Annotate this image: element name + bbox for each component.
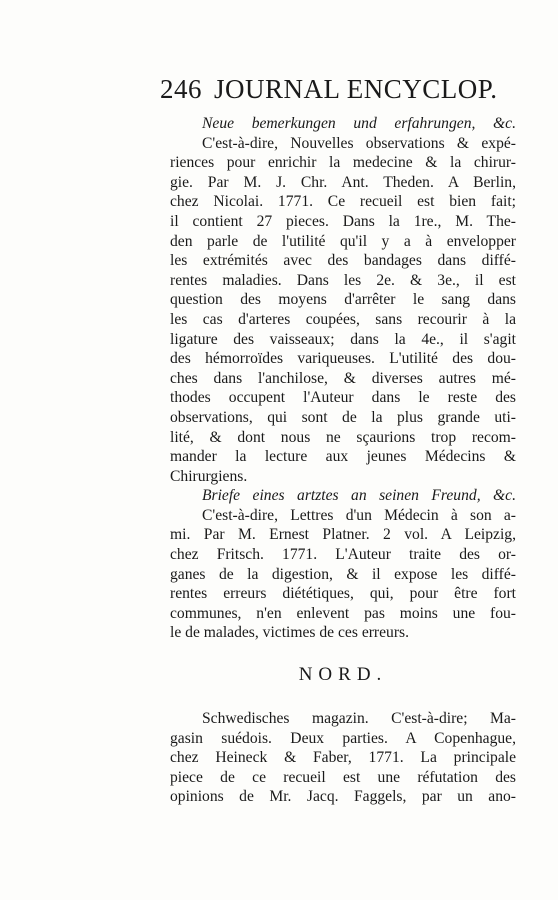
text-line: rentes erreurs diététiques, qui, pour être fort (170, 585, 516, 603)
text-line: mander la lecture aux jeunes Médecins & (170, 448, 516, 466)
text-line: il contient 27 pieces. Dans la 1re., M. The- (170, 212, 516, 230)
text-line: piece de ce recueil est une réfutation des (170, 768, 516, 786)
text-line: communes, n'en enlevent pas moins une fou- (170, 604, 516, 622)
text-line: Schwedisches magazin. C'est-à-dire; Ma- (202, 710, 516, 728)
text-line: mi. Par M. Ernest Platner. 2 vol. A Leipzig, (170, 526, 516, 544)
text-line: C'est-à-dire, Lettres d'un Médecin à son a- (202, 506, 516, 524)
text-line: chez Heineck & Faber, 1771. La principale (170, 749, 516, 767)
text-line: opinions de Mr. Jacq. Faggels, par un ano- (170, 788, 516, 806)
text-line (170, 486, 516, 506)
page-number: 246 (160, 74, 202, 104)
text-line: les cas d'arteres coupées, sans recourir à la (170, 310, 516, 328)
text-line: gasin suédois. Deux parties. A Copenhague, (170, 729, 516, 747)
body-text (170, 114, 516, 807)
text-line: den parle de l'utilité qu'il y a à envelopper (170, 232, 516, 250)
text-line: observations, qui sont de la plus grande uti- (170, 408, 516, 426)
text-line: les extrémités avec des bandages dans diffé- (170, 252, 516, 270)
text-line: chez Nicolai. 1771. Ce recueil est bien fait; (170, 193, 516, 211)
text-line: le de malades, victimes de ces erreurs. (170, 624, 410, 642)
text-line: C'est-à-dire, Nouvelles observations & expé- (202, 134, 516, 152)
text-line: gie. Par M. J. Chr. Ant. Theden. A Berlin, (170, 173, 516, 191)
text-line: ganes de la digestion, & il expose les diffé- (170, 565, 516, 583)
text-line: ligature des vaisseaux; dans la 4e., il s'agit (170, 330, 516, 348)
journal-title: JOURNAL ENCYCLOP. (214, 74, 498, 104)
text-line (170, 114, 516, 134)
text-line: des hémorroïdes variqueuses. L'utilité des dou- (170, 350, 516, 368)
section-heading: NORD. (298, 664, 388, 686)
text-line: thodes occupent l'Auteur dans le reste des (170, 389, 516, 407)
running-head (160, 74, 528, 110)
book-title-german: Neue bemerkungen und erfahrungen, &c. (202, 115, 516, 132)
text-line: question des moyens d'arrêter le sang dans (170, 291, 516, 309)
text-line: Chirurgiens. (170, 467, 248, 485)
text-line: riences pour enrichir la medecine & la chirur- (170, 154, 516, 172)
text-line: chez Fritsch. 1771. L'Auteur traite des or- (170, 546, 516, 564)
book-title-german: Briefe eines artztes an seinen Freund, &c. (202, 487, 516, 505)
text-line: ches dans l'anchilose, & diverses autres mé- (170, 369, 516, 387)
text-line: rentes maladies. Dans les 2e. & 3e., il est (170, 271, 516, 289)
text-line: lité, & dont nous ne sçaurions trop recom- (170, 428, 516, 446)
